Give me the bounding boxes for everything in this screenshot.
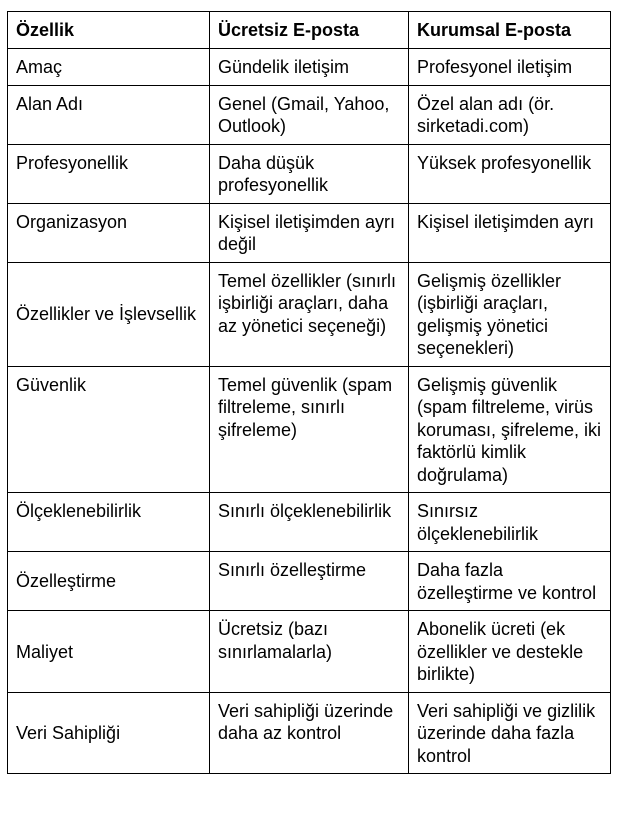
feature-cell: Amaç <box>8 49 210 86</box>
corporate-email-cell: Yüksek profesyonellik <box>409 144 611 203</box>
feature-cell: Özelleştirme <box>8 552 210 611</box>
corporate-email-cell: Veri sahipliği ve gizlilik üzerinde daha fazla kontrol <box>409 692 611 774</box>
free-email-cell: Sınırlı özelleştirme <box>210 552 409 611</box>
free-email-cell: Temel özellikler (sınırlı işbirliği araçları, daha az yönetici seçeneği) <box>210 262 409 366</box>
table-row <box>8 203 611 262</box>
corporate-email-cell: Abonelik ücreti (ek özellikler ve destekle birlikte) <box>409 611 611 693</box>
corporate-email-cell: Kişisel iletişimden ayrı <box>409 203 611 262</box>
table-row <box>8 552 611 611</box>
feature-cell: Organizasyon <box>8 203 210 262</box>
free-email-cell: Temel güvenlik (spam filtreleme, sınırlı şifreleme) <box>210 366 409 493</box>
corporate-email-cell: Gelişmiş güvenlik (spam filtreleme, virüs koruması, şifreleme, iki faktörlü kimlik doğrulama) <box>409 366 611 493</box>
free-email-cell: Daha düşük profesyonellik <box>210 144 409 203</box>
table-row <box>8 493 611 552</box>
comparison-table <box>7 11 611 774</box>
table-row <box>8 366 611 493</box>
header-corporate-email: Kurumsal E-posta <box>409 12 611 49</box>
table-row <box>8 611 611 693</box>
header-row <box>8 12 611 49</box>
feature-cell: Profesyonellik <box>8 144 210 203</box>
corporate-email-cell: Sınırsız ölçeklenebilirlik <box>409 493 611 552</box>
corporate-email-cell: Profesyonel iletişim <box>409 49 611 86</box>
feature-cell: Güvenlik <box>8 366 210 493</box>
table-row <box>8 692 611 774</box>
table-row <box>8 49 611 86</box>
table-row <box>8 85 611 144</box>
feature-cell: Ölçeklenebilirlik <box>8 493 210 552</box>
corporate-email-cell: Özel alan adı (ör. sirketadi.com) <box>409 85 611 144</box>
free-email-cell: Ücretsiz (bazı sınırlamalarla) <box>210 611 409 693</box>
header-free-email: Ücretsiz E-posta <box>210 12 409 49</box>
feature-cell: Veri Sahipliği <box>8 692 210 774</box>
feature-cell: Özellikler ve İşlevsellik <box>8 262 210 366</box>
free-email-cell: Kişisel iletişimden ayrı değil <box>210 203 409 262</box>
free-email-cell: Sınırlı ölçeklenebilirlik <box>210 493 409 552</box>
feature-cell: Maliyet <box>8 611 210 693</box>
corporate-email-cell: Daha fazla özelleştirme ve kontrol <box>409 552 611 611</box>
feature-cell: Alan Adı <box>8 85 210 144</box>
free-email-cell: Genel (Gmail, Yahoo, Outlook) <box>210 85 409 144</box>
table-row <box>8 262 611 366</box>
free-email-cell: Gündelik iletişim <box>210 49 409 86</box>
corporate-email-cell: Gelişmiş özellikler (işbirliği araçları, gelişmiş yönetici seçenekleri) <box>409 262 611 366</box>
header-feature: Özellik <box>8 12 210 49</box>
table-row <box>8 144 611 203</box>
free-email-cell: Veri sahipliği üzerinde daha az kontrol <box>210 692 409 774</box>
